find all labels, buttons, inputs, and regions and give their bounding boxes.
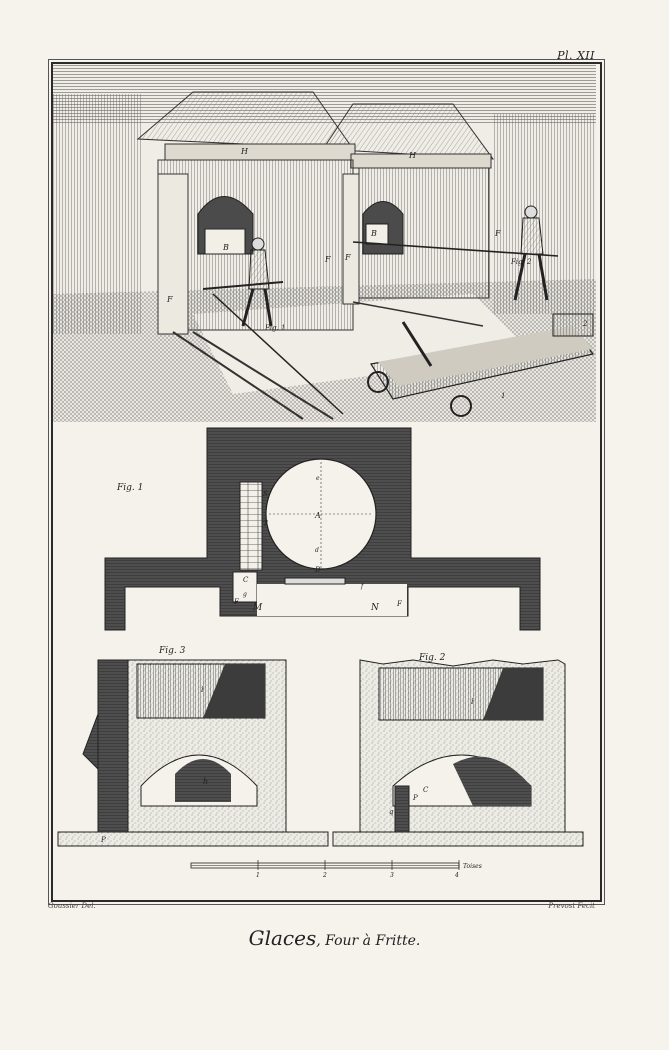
caption-title: Glaces <box>248 926 317 950</box>
plate-number: Pl. XII <box>557 49 595 62</box>
fig1-letter-M: M <box>253 603 263 613</box>
plate-caption: Glaces, Four à Fritte. <box>248 926 421 950</box>
fig1-letter-f: f <box>361 583 364 590</box>
fig1-letter-S: S <box>263 490 268 498</box>
scene-letter-H1: H <box>241 147 248 156</box>
fig2-label: Fig. 2 <box>419 653 446 663</box>
scale-tick-1: 1 <box>256 872 260 879</box>
fig1-label: Fig. 1 <box>117 483 144 493</box>
fig2-letter-i: i <box>471 697 474 706</box>
fig1-letter-F1: F <box>234 598 239 606</box>
fig2-section <box>333 660 583 846</box>
scene-letter-B2: B <box>371 229 377 238</box>
scale-bar <box>191 860 459 870</box>
fig1-letter-B: B <box>315 566 321 574</box>
scale-unit: Toises <box>463 863 482 870</box>
scale-tick-4: 4 <box>455 872 459 879</box>
scene-letter-2: 2 <box>583 320 588 328</box>
fig2-letter-C: C <box>423 786 429 794</box>
fig1-letter-T: T <box>263 520 268 528</box>
workshop-scene <box>53 64 596 422</box>
fig1-plan <box>105 428 540 630</box>
credit-engraver: Prevost Fecit <box>548 902 595 910</box>
scene-letter-F1: F <box>167 295 173 304</box>
fig1-letter-A: A <box>315 511 321 520</box>
fig3-label: Fig. 3 <box>159 646 186 656</box>
caption-subtitle: Four à Fritte <box>325 933 416 949</box>
fig3-letter-i: i <box>201 685 204 694</box>
scene-letter-H2: H <box>409 151 416 160</box>
scene-label-fig1: Fig. 1 <box>265 324 286 332</box>
scene-letter-F4: F <box>495 229 501 238</box>
scene-letter-F3: F <box>345 253 351 262</box>
fig1-letter-d: d <box>315 547 319 554</box>
credit-drawer: Goussier Del. <box>48 902 96 910</box>
fig3-section <box>58 660 328 846</box>
fig1-letter-C: C <box>243 576 249 584</box>
scene-label-fig2: Fig. 2 <box>511 258 532 266</box>
fig3-letter-P: P <box>101 836 106 844</box>
furnace-diagrams <box>53 424 596 896</box>
scale-tick-2: 2 <box>323 872 327 879</box>
scale-tick-3: 3 <box>390 872 394 879</box>
fig1-letter-e: e <box>316 475 320 482</box>
scene-letter-F2: F <box>325 255 331 264</box>
scene-letter-B1: B <box>223 243 229 252</box>
fig1-letter-N: N <box>371 603 379 613</box>
scene-letter-1: 1 <box>501 392 506 400</box>
fig1-letter-g: g <box>243 591 247 598</box>
fig3-letter-h: h <box>203 777 209 786</box>
fig2-letter-q: q <box>389 808 394 816</box>
fig2-letter-P: P <box>413 794 418 802</box>
fig1-letter-F2: F <box>397 600 402 608</box>
